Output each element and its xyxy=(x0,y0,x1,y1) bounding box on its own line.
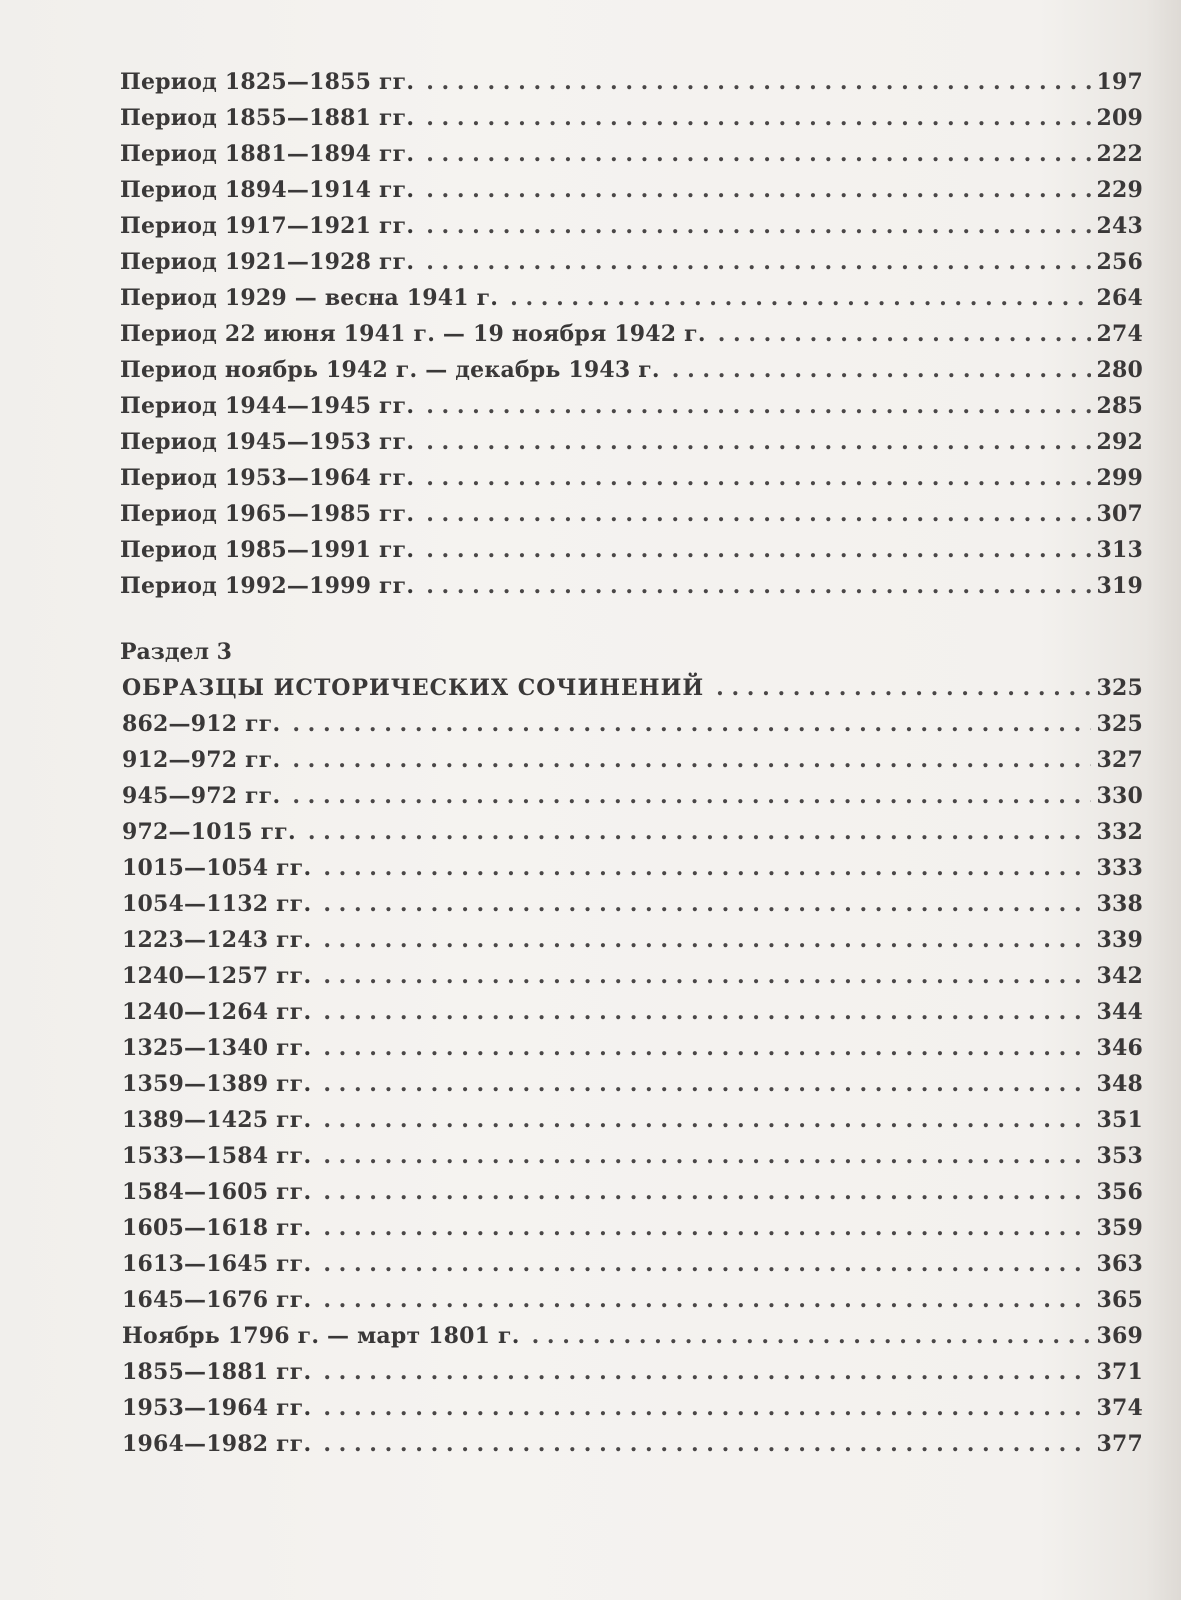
toc-entry xyxy=(120,814,1143,850)
leader-dots xyxy=(323,886,1091,922)
toc-entry-page: 325 xyxy=(1096,711,1143,737)
leader-dots xyxy=(716,670,1091,706)
leader-dots xyxy=(323,922,1091,958)
toc-entry-label: Период 1945—1953 гг. xyxy=(120,429,415,455)
toc-entry-label: Период 1894—1914 гг. xyxy=(120,177,415,203)
leader-dots xyxy=(323,1174,1091,1210)
toc-entry-label: 1223—1243 гг. xyxy=(122,927,312,953)
section-title: ОБРАЗЦЫ ИСТОРИЧЕСКИХ СОЧИНЕНИЙ xyxy=(122,675,705,701)
toc-entry-label: Период 1855—1881 гг. xyxy=(120,105,415,131)
toc-entry xyxy=(120,886,1143,922)
toc-entry xyxy=(120,568,1143,604)
leader-dots xyxy=(323,1210,1091,1246)
toc-entry-page: 374 xyxy=(1096,1395,1143,1421)
toc-entry-label: 1613—1645 гг. xyxy=(122,1251,312,1277)
toc-entry-label: Ноябрь 1796 г. — март 1801 г. xyxy=(122,1323,520,1349)
toc-entry-page: 371 xyxy=(1096,1359,1143,1385)
toc-entry xyxy=(120,532,1143,568)
toc-entry xyxy=(120,316,1143,352)
toc-entry-label: Период 1825—1855 гг. xyxy=(120,69,415,95)
leader-dots xyxy=(426,244,1091,280)
toc-entry xyxy=(120,742,1143,778)
toc-entry-page: 377 xyxy=(1096,1431,1143,1457)
toc-entry-page: 274 xyxy=(1096,321,1143,347)
toc-entry xyxy=(120,1426,1143,1462)
toc-entry xyxy=(120,460,1143,496)
toc-entry xyxy=(120,208,1143,244)
leader-dots xyxy=(426,568,1091,604)
toc-entry-label: Период 1953—1964 гг. xyxy=(120,465,415,491)
toc-entry-page: 339 xyxy=(1096,927,1143,953)
toc-entry-label: 972—1015 гг. xyxy=(122,819,296,845)
toc-entry xyxy=(120,778,1143,814)
toc-entry xyxy=(120,850,1143,886)
leader-dots xyxy=(292,742,1091,778)
toc-entry xyxy=(120,496,1143,532)
toc-entry xyxy=(120,1102,1143,1138)
toc-entry-page: 342 xyxy=(1096,963,1143,989)
toc-entry-label: Период ноябрь 1942 г. — декабрь 1943 г. xyxy=(120,357,660,383)
toc-entry-label: 1240—1257 гг. xyxy=(122,963,312,989)
toc-entry-label: Период 1881—1894 гг. xyxy=(120,141,415,167)
toc-entry-page: 264 xyxy=(1096,285,1143,311)
toc-entry xyxy=(120,1138,1143,1174)
toc-entry-page: 299 xyxy=(1096,465,1143,491)
leader-dots xyxy=(510,280,1091,316)
toc-entry-page: 365 xyxy=(1096,1287,1143,1313)
toc-entry-page: 327 xyxy=(1096,747,1143,773)
leader-dots xyxy=(323,850,1091,886)
toc-entry-page: 285 xyxy=(1096,393,1143,419)
toc-entry-label: 1240—1264 гг. xyxy=(122,999,312,1025)
toc-entry-page: 280 xyxy=(1096,357,1143,383)
toc-entry-label: 1964—1982 гг. xyxy=(122,1431,312,1457)
toc-entry-label: Период 1992—1999 гг. xyxy=(120,573,415,599)
toc-entry-page: 313 xyxy=(1096,537,1143,563)
toc-entry-page: 351 xyxy=(1096,1107,1143,1133)
toc-part-1 xyxy=(120,64,1143,604)
toc-entry-label: 862—912 гг. xyxy=(122,711,281,737)
leader-dots xyxy=(426,64,1091,100)
toc-entry-page: 346 xyxy=(1096,1035,1143,1061)
leader-dots xyxy=(426,100,1091,136)
toc-entry xyxy=(120,1246,1143,1282)
toc-entry-page: 330 xyxy=(1096,783,1143,809)
toc-entry-label: Период 1929 — весна 1941 г. xyxy=(120,285,499,311)
toc-entry xyxy=(120,352,1143,388)
toc-entry-label: 912—972 гг. xyxy=(122,747,281,773)
leader-dots xyxy=(426,424,1091,460)
leader-dots xyxy=(426,460,1091,496)
toc-entry-page: 222 xyxy=(1096,141,1143,167)
toc-entry-label: 945—972 гг. xyxy=(122,783,281,809)
toc-entry xyxy=(120,424,1143,460)
section-number: Раздел 3 xyxy=(120,639,232,665)
toc-entry xyxy=(120,958,1143,994)
toc-entry xyxy=(120,280,1143,316)
toc-entry-label: 1645—1676 гг. xyxy=(122,1287,312,1313)
toc-entry-page: 209 xyxy=(1096,105,1143,131)
toc-entry-label: 1325—1340 гг. xyxy=(122,1035,312,1061)
leader-dots xyxy=(292,778,1091,814)
toc-entry-label: 1953—1964 гг. xyxy=(122,1395,312,1421)
toc-entry-label: 1855—1881 гг. xyxy=(122,1359,312,1385)
toc-entry-label: 1584—1605 гг. xyxy=(122,1179,312,1205)
toc-entry-page: 197 xyxy=(1096,69,1143,95)
leader-dots xyxy=(323,1282,1091,1318)
toc-entry xyxy=(120,1210,1143,1246)
toc-entry xyxy=(120,1318,1143,1354)
leader-dots xyxy=(672,352,1091,388)
toc-entry-page: 369 xyxy=(1096,1323,1143,1349)
leader-dots xyxy=(426,172,1091,208)
toc-entry xyxy=(120,706,1143,742)
toc-entry xyxy=(120,244,1143,280)
toc-entry-page: 363 xyxy=(1096,1251,1143,1277)
toc-entry-page: 319 xyxy=(1096,573,1143,599)
toc-entry xyxy=(120,922,1143,958)
leader-dots xyxy=(323,994,1091,1030)
leader-dots xyxy=(426,136,1091,172)
toc-entry-page: 353 xyxy=(1096,1143,1143,1169)
leader-dots xyxy=(323,1390,1091,1426)
toc-entry-page: 333 xyxy=(1096,855,1143,881)
toc-entry-label: 1054—1132 гг. xyxy=(122,891,312,917)
leader-dots xyxy=(323,1354,1091,1390)
toc-entry-label: 1533—1584 гг. xyxy=(122,1143,312,1169)
toc-entry-page: 356 xyxy=(1096,1179,1143,1205)
toc-entry-page: 243 xyxy=(1096,213,1143,239)
toc-entry xyxy=(120,1174,1143,1210)
toc-entry-label: Период 22 июня 1941 г. — 19 ноября 1942 г. xyxy=(120,321,706,347)
leader-dots xyxy=(323,1246,1091,1282)
toc-entry-label: 1389—1425 гг. xyxy=(122,1107,312,1133)
toc-entry-page: 344 xyxy=(1096,999,1143,1025)
section-title-page: 325 xyxy=(1096,675,1143,701)
toc-entry-label: Период 1944—1945 гг. xyxy=(120,393,415,419)
toc-part-2 xyxy=(120,620,1143,1462)
leader-dots xyxy=(292,706,1091,742)
toc-entry xyxy=(120,172,1143,208)
toc-entry-page: 256 xyxy=(1096,249,1143,275)
leader-dots xyxy=(426,388,1091,424)
toc-entry-page: 307 xyxy=(1096,501,1143,527)
leader-dots xyxy=(532,1318,1091,1354)
leader-dots xyxy=(323,958,1091,994)
toc-entry xyxy=(120,1282,1143,1318)
toc-entry-page: 338 xyxy=(1096,891,1143,917)
toc-entry-label: 1359—1389 гг. xyxy=(122,1071,312,1097)
toc-entry xyxy=(120,64,1143,100)
toc-entry-label: Период 1985—1991 гг. xyxy=(120,537,415,563)
leader-dots xyxy=(718,316,1091,352)
leader-dots xyxy=(308,814,1091,850)
toc-entry xyxy=(120,388,1143,424)
toc-entry-label: 1015—1054 гг. xyxy=(122,855,312,881)
toc-entry-page: 359 xyxy=(1096,1215,1143,1241)
toc-entry xyxy=(120,1390,1143,1426)
toc-entry-label: Период 1965—1985 гг. xyxy=(120,501,415,527)
leader-dots xyxy=(323,1066,1091,1102)
toc-entry-page: 292 xyxy=(1096,429,1143,455)
toc-entry-page: 229 xyxy=(1096,177,1143,203)
toc-entry-page: 348 xyxy=(1096,1071,1143,1097)
toc-entry-page: 332 xyxy=(1096,819,1143,845)
toc-entry-label: Период 1917—1921 гг. xyxy=(120,213,415,239)
toc-entry xyxy=(120,1030,1143,1066)
leader-dots xyxy=(323,1426,1091,1462)
toc-entry xyxy=(120,100,1143,136)
toc-entry xyxy=(120,994,1143,1030)
toc-entry xyxy=(120,136,1143,172)
leader-dots xyxy=(323,1138,1091,1174)
toc-entry-label: 1605—1618 гг. xyxy=(122,1215,312,1241)
leader-dots xyxy=(426,496,1091,532)
leader-dots xyxy=(323,1030,1091,1066)
leader-dots xyxy=(426,208,1091,244)
leader-dots xyxy=(323,1102,1091,1138)
leader-dots xyxy=(426,532,1091,568)
section-title-entry xyxy=(120,670,1143,706)
toc-entry xyxy=(120,1066,1143,1102)
toc-entry xyxy=(120,1354,1143,1390)
toc-entry-label: Период 1921—1928 гг. xyxy=(120,249,415,275)
